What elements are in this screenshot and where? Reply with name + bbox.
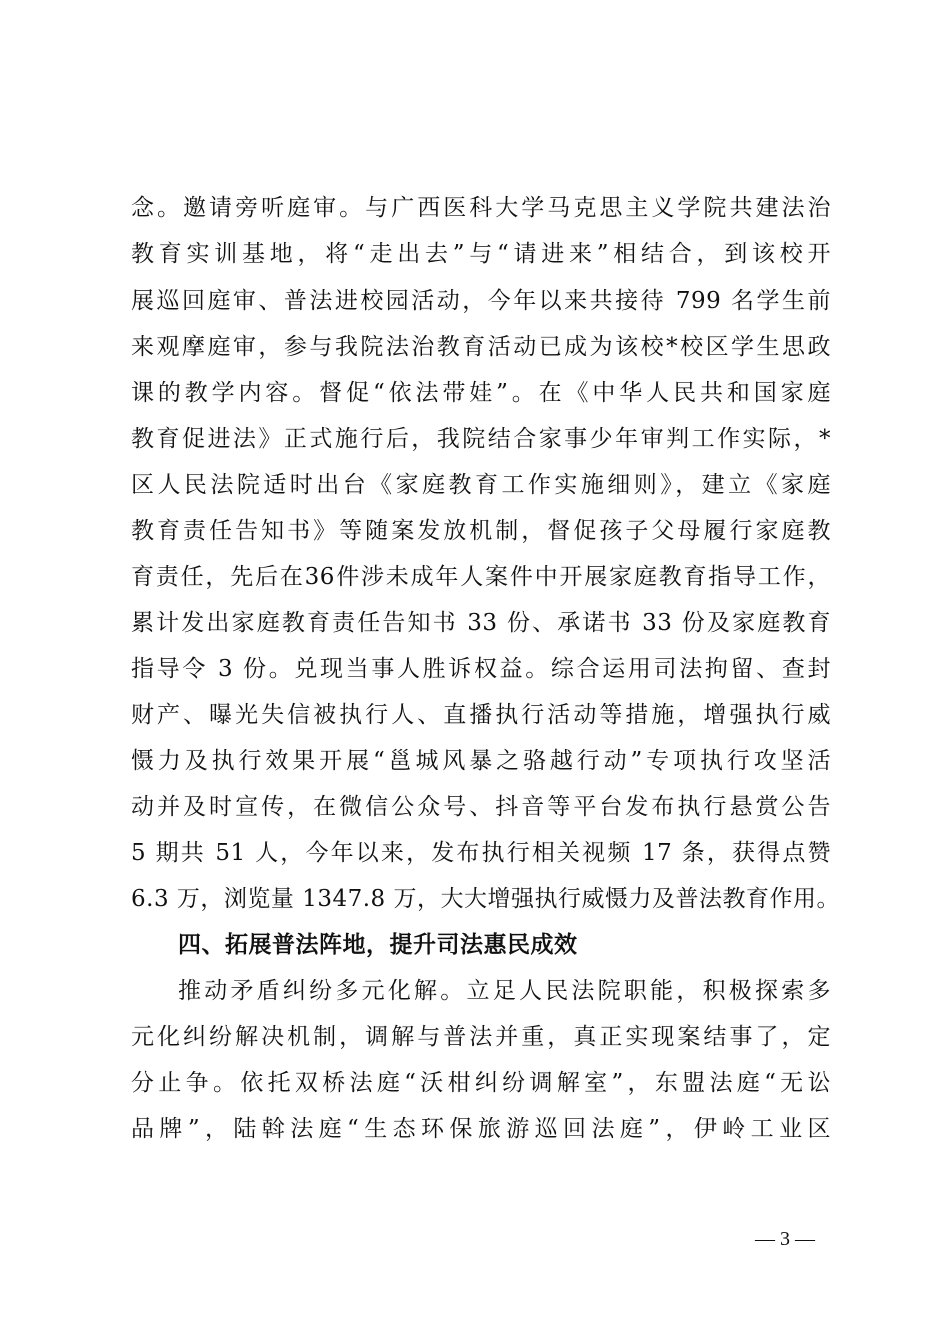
body-text-line: 区人民法院适时出台《家庭教育工作实施细则》，建立《家庭: [131, 472, 831, 498]
body-text-line: 念。邀请旁听庭审。与广西医科大学马克思主义学院共建法治: [131, 195, 831, 221]
body-text-line: 指导令 3 份。兑现当事人胜诉权益。综合运用司法拘留、查封: [131, 656, 831, 682]
body-text-line: 课的教学内容。督促“依法带娃”。在《中华人民共和国家庭: [131, 380, 831, 406]
page-number: — 3 —: [755, 1228, 815, 1250]
body-text-line: 教育责任告知书》等随案发放机制，督促孩子父母履行家庭教: [131, 518, 831, 544]
body-text-line: 5 期共 51 人，今年以来，发布执行相关视频 17 条，获得点赞: [131, 840, 831, 866]
body-text-line: 教育实训基地，将“走出去”与“请进来”相结合，到该校开: [131, 241, 831, 267]
body-text-line: 6.3 万，浏览量 1347.8 万，大大增强执行威慑力及普法教育作用。: [131, 886, 840, 912]
body-text-line: 分止争。依托双桥法庭“沃柑纠纷调解室”，东盟法庭“无讼: [131, 1070, 831, 1096]
body-text-line: 育责任，先后在36件涉未成年人案件中开展家庭教育指导工作，: [131, 564, 831, 590]
body-text-line: 累计发出家庭教育责任告知书 33 份、承诺书 33 份及家庭教育: [131, 610, 831, 636]
body-text-line: 元化纠纷解决机制，调解与普法并重，真正实现案结事了，定: [131, 1024, 831, 1050]
body-text-line: 展巡回庭审、普法进校园活动，今年以来共接待 799 名学生前: [131, 288, 831, 314]
body-text-line: 教育促进法》正式施行后，我院结合家事少年审判工作实际，*: [131, 426, 831, 452]
body-text-line: 慑力及执行效果开展“邕城风暴之骆越行动”专项执行攻坚活: [131, 748, 831, 774]
body-text-line: 品牌”，陆斡法庭“生态环保旅游巡回法庭”，伊岭工业区: [131, 1116, 831, 1142]
body-text-line: 动并及时宣传，在微信公众号、抖音等平台发布执行悬赏公告: [131, 794, 831, 820]
body-text-line: 财产、曝光失信被执行人、直播执行活动等措施，增强执行威: [131, 702, 831, 728]
section-heading: 四、拓展普法阵地，提升司法惠民成效: [178, 932, 578, 958]
body-text-line: 推动矛盾纠纷多元化解。立足人民法院职能，积极探索多: [178, 978, 831, 1004]
body-text-line: 来观摩庭审，参与我院法治教育活动已成为该校*校区学生思政: [131, 334, 831, 360]
